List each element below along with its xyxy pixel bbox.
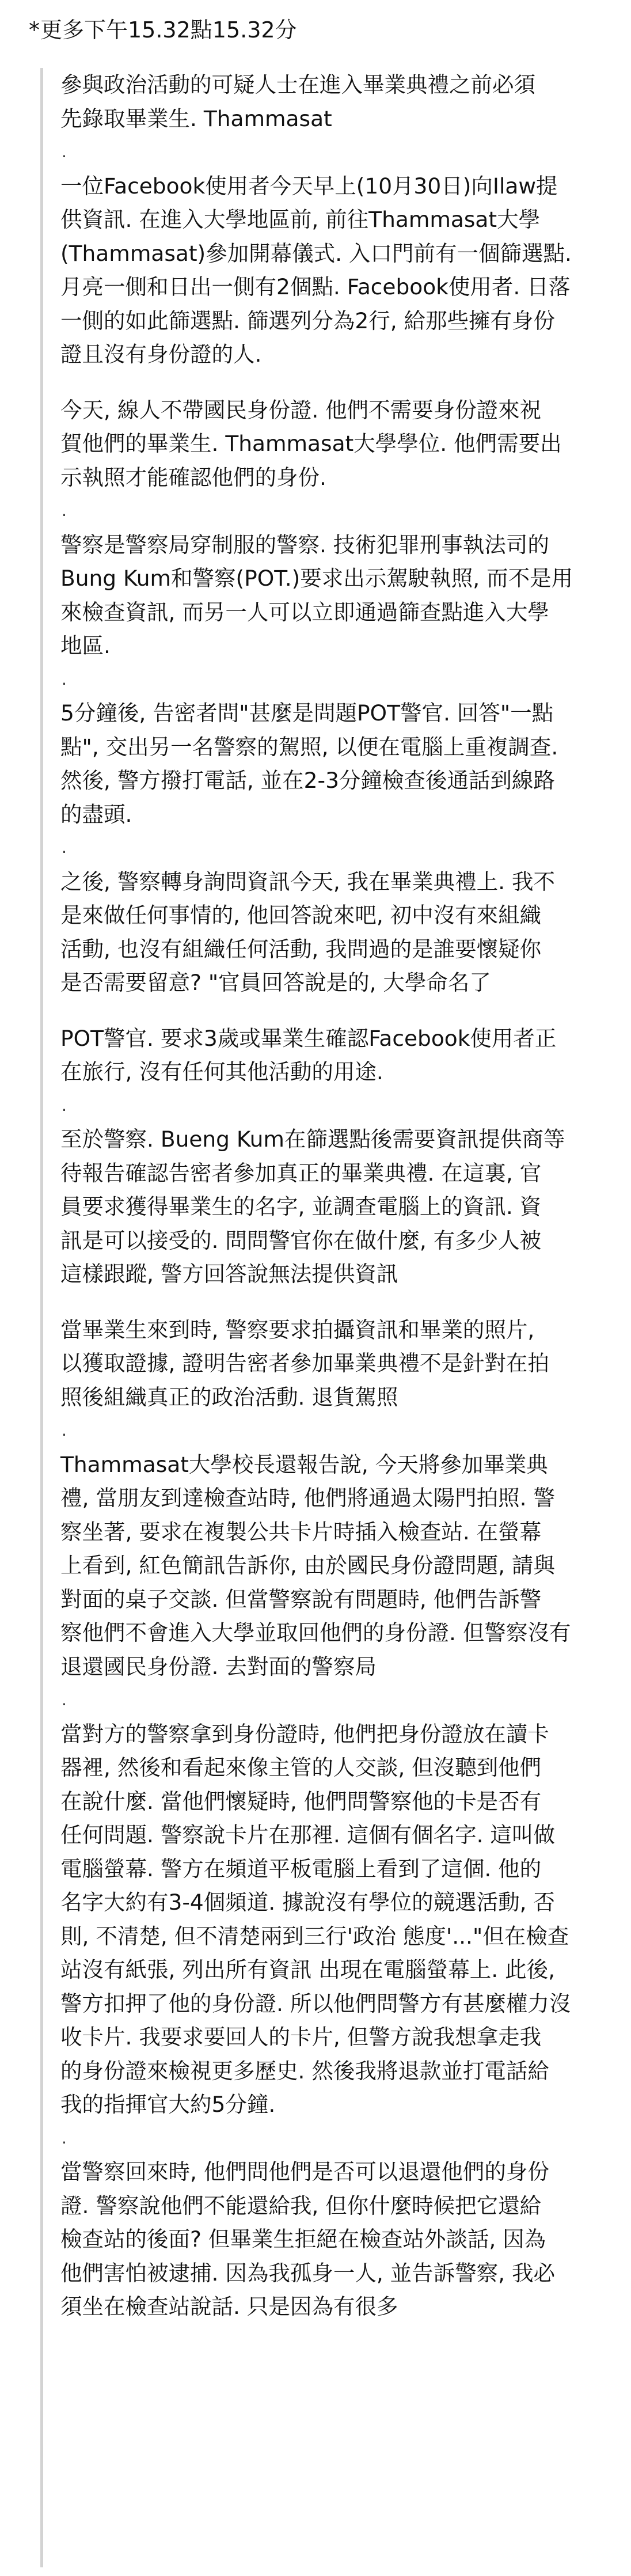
paragraph: 今天, 線人不帶國民身份證. 他們不需要身份證來祝 賀他們的畢業生. Thammasat大學學位. 他們需要出 示執照才能確認他們的身份.: [60, 397, 562, 490]
paragraph: POT警官. 要求3歲或畢業生確認Facebook使用者正 在旅行, 沒有任何其他活動的用途.: [60, 1025, 557, 1084]
paragraph: 一位Facebook使用者今天早上(10月30日)向Ilaw提 供資訊. 在進入大學地區前, 前往Thammasat大學 (Thammasat)參加開幕儀式. 入口門前有一個篩選點. 月亮一側和日出一側有2個點. Facebook使用者. 日落 一側的如此篩選點. 篩選列分為2行, 給那些擁有身份 證且沒有身份證的人.: [60, 173, 572, 367]
paragraph-separator: .: [62, 669, 67, 689]
paragraph-gap: [60, 371, 605, 393]
paragraph: 之後, 警察轉身詢問資訊今天, 我在畢業典禮上. 我不 是來做任何事情的, 他回答說來吧, 初中沒有來組織 活動, 也沒有組織任何活動, 我問過的是誰要懷疑你 是否需要留意? "官員回答說是的, 大學命名了: [60, 868, 556, 995]
paragraph: 參與政治活動的可疑人士在進入畢業典禮之前必須 先錄取畢業生. Thammasat: [60, 72, 535, 131]
paragraph: 當畢業生來到時, 警察要求拍攝資訊和畢業的照片, 以獲取證據, 證明告密者參加畢業典禮不是針對在拍 照後組織真正的政治活動. 退貨駕照: [60, 1317, 549, 1410]
paragraph-separator: .: [62, 142, 67, 161]
paragraph-separator: .: [62, 1421, 67, 1440]
paragraph-separator: .: [62, 1095, 67, 1115]
paragraph: Thammasat大學校長還報告說, 今天將參加畢業典 禮, 當朋友到達檢查站時, 他們將通過太陽門拍照. 警 察坐著, 要求在複製公共卡片時插入檢查站. 在螢幕 上看到, 紅色簡訊告訴你, 由於國民身份證問題, 請與 對面的桌子交談. 但當警察說有問題時, 他們告訴警 察他們不會進入大學並取回他們的身份證. 但警察沒有 退還國民身份證. 去對面的警察局: [60, 1451, 571, 1679]
paragraph-separator: .: [62, 2128, 67, 2148]
paragraph: 5分鐘後, 告密者問"甚麼是問題POT警官. 回答"一點 點", 交出另一名警察的駕照, 以便在電腦上重複調查. 然後, 警方撥打電話, 並在2-3分鐘檢查後通話到線路 的盡頭.: [60, 700, 558, 827]
paragraph: 當對方的警察拿到身份證時, 他們把身份證放在讀卡 器裡, 然後和看起來像主管的人交談, 但沒聽到他們 在說什麼. 當他們懷疑時, 他們問警察他的卡是否有 任何問題. 警察說卡片在那裡. 這個有個名字. 這叫做 電腦螢幕. 警方在頻道平板電腦上看到了這個. 他的 名字大約有3-4個頻道. 據說沒有學位的競選活動, 否 則, 不清楚, 但不清楚兩到三行'政治 態度'..."但在檢查 站沒有紙張, 列出所有資訊 出現在電腦螢幕上. 此後, 警方扣押了他的身份證. 所以他們問警方有甚麼權力沒 收卡片. 我要求要回人的卡片, 但警方說我想拿走我 的身份證來檢視更多歷史. 然後我將退款並打電話給 我的指揮官大約5分鐘.: [60, 1721, 571, 2117]
paragraph-separator: .: [62, 838, 67, 857]
header-text: 更多下午15.32點15.32分: [40, 17, 297, 43]
paragraph-gap: [60, 1000, 605, 1022]
post-header: [0, 15, 631, 52]
paragraph: 當警察回來時, 他們問他們是否可以退還他們的身份 證. 警察說他們不能還給我, 但你什麼時候把它還給 檢查站的後面? 但畢業生拒絕在檢查站外談話, 因為 他們害怕被逮捕. 因為我孤身一人, 並告訴警察, 我必 須坐在檢查站說話. 只是因為有很多: [60, 2159, 556, 2319]
paragraph-gap: [60, 1291, 605, 1313]
quoted-post-body: [40, 68, 605, 2567]
paragraph: 警察是警察局穿制服的警察. 技術犯罪刑事執法司的 Bung Kum和警察(POT.)要求出示駕駛執照, 而不是用 來檢查資訊, 而另一人可以立即通過篩查點進入大學 地區.: [60, 532, 573, 658]
header-asterisk: *: [29, 17, 40, 43]
paragraph: 至於警察. Bueng Kum在篩選點後需要資訊提供商等 待報告確認告密者參加真正的畢業典禮. 在這裏, 官 員要求獲得畢業生的名字, 並調查電腦上的資訊. 資 訊是可以接受的. 問問警官你在做什麼, 有多少人被 這樣跟蹤, 警方回答說無法提供資訊: [60, 1126, 565, 1287]
paragraph-separator: .: [62, 1690, 67, 1709]
paragraph-separator: .: [62, 501, 67, 520]
